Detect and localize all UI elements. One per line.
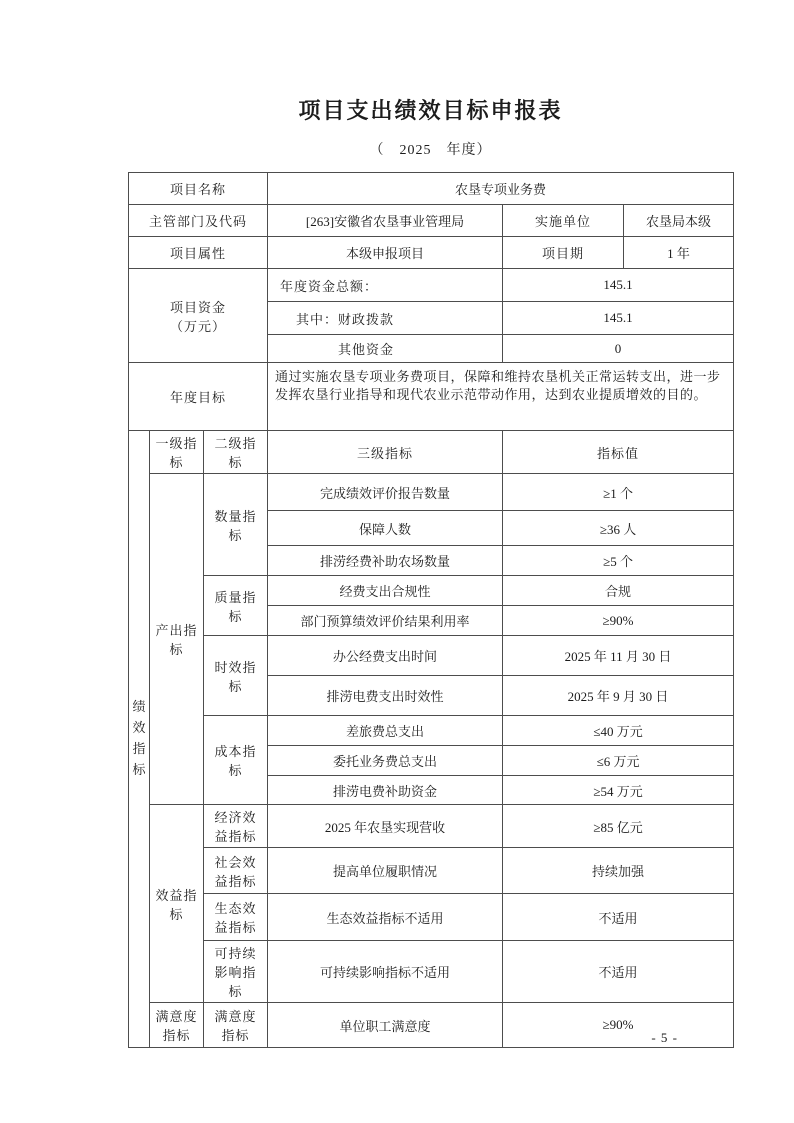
row-annual-goal — [129, 363, 734, 431]
header-level3: 三级指标 — [268, 431, 503, 474]
header-value: 指标值 — [503, 431, 734, 474]
performance-indicator-side-label: 绩效指标 — [129, 431, 150, 1048]
indicator-row — [129, 894, 734, 941]
indicator-row — [129, 1003, 734, 1048]
period-value: 1 年 — [624, 237, 734, 269]
level3-indicator: 经费支出合规性 — [268, 576, 503, 606]
level2-quality: 质量指标 — [204, 576, 268, 636]
goal-label: 年度目标 — [129, 363, 268, 431]
indicator-row — [129, 848, 734, 894]
level2-quantity: 数量指标 — [204, 474, 268, 576]
indicator-value: ≥90% — [503, 1003, 734, 1048]
level3-indicator: 生态效益指标不适用 — [268, 894, 503, 941]
level2-satisfaction: 满意度指标 — [204, 1003, 268, 1048]
period-label: 项目期 — [503, 237, 624, 269]
level1-benefit: 效益指标 — [150, 805, 204, 1003]
indicator-row — [129, 636, 734, 676]
level3-indicator: 可持续影响指标不适用 — [268, 941, 503, 1003]
funding-total-label: 年度资金总额： — [268, 269, 503, 302]
funding-label — [129, 269, 268, 363]
goal-text: 通过实施农垦专项业务费项目，保障和维持农垦机关正常运转支出，进一步发挥农垦行业指导和现代农业示范带动作用，达到农业提质增效的目的。 — [268, 363, 734, 431]
funding-other-label: 其他资金 — [268, 335, 503, 363]
indicator-value: 2025 年 11 月 30 日 — [503, 636, 734, 676]
level2-social: 社会效益指标 — [204, 848, 268, 894]
indicator-value: ≤6 万元 — [503, 746, 734, 776]
impl-unit-label: 实施单位 — [503, 205, 624, 237]
funding-label-line2: （万元） — [169, 318, 226, 334]
level3-indicator: 差旅费总支出 — [268, 716, 503, 746]
header-level1: 一级指标 — [150, 431, 204, 474]
row-project-name — [129, 173, 734, 205]
indicator-row — [129, 716, 734, 746]
indicator-value: ≤40 万元 — [503, 716, 734, 746]
row-attr — [129, 237, 734, 269]
attr-value: 本级申报项目 — [268, 237, 503, 269]
level2-ecological: 生态效益指标 — [204, 894, 268, 941]
indicator-value: 不适用 — [503, 941, 734, 1003]
indicator-value: ≥36 人 — [503, 511, 734, 546]
row-funding-total — [129, 269, 734, 302]
indicator-row — [129, 474, 734, 511]
level1-satisfaction: 满意度指标 — [150, 1003, 204, 1048]
row-indicator-header — [129, 431, 734, 474]
project-name-value: 农垦专项业务费 — [268, 173, 734, 205]
level3-indicator: 2025 年农垦实现营收 — [268, 805, 503, 848]
project-name-label: 项目名称 — [129, 173, 268, 205]
indicator-row — [129, 805, 734, 848]
header-level2: 二级指标 — [204, 431, 268, 474]
attr-label: 项目属性 — [129, 237, 268, 269]
funding-fiscal-value: 145.1 — [503, 302, 734, 335]
level3-indicator: 办公经费支出时间 — [268, 636, 503, 676]
level1-output: 产出指标 — [150, 474, 204, 805]
funding-total-value: 145.1 — [503, 269, 734, 302]
level2-economic: 经济效益指标 — [204, 805, 268, 848]
row-dept — [129, 205, 734, 237]
level3-indicator: 完成绩效评价报告数量 — [268, 474, 503, 511]
declaration-table — [128, 172, 734, 1048]
level2-cost: 成本指标 — [204, 716, 268, 805]
form-title: 项目支出绩效目标申报表 — [298, 98, 563, 123]
funding-label-line1: 项目资金 — [169, 299, 226, 315]
funding-fiscal-label: 其中：财政拨款 — [268, 302, 503, 335]
indicator-value: ≥54 万元 — [503, 776, 734, 805]
indicator-value: 持续加强 — [503, 848, 734, 894]
level2-timeliness: 时效指标 — [204, 636, 268, 716]
level3-indicator: 部门预算绩效评价结果利用率 — [268, 606, 503, 636]
level3-indicator: 排涝电费补助资金 — [268, 776, 503, 805]
impl-unit-value: 农垦局本级 — [624, 205, 734, 237]
indicator-value: ≥5 个 — [503, 546, 734, 576]
level3-indicator: 保障人数 — [268, 511, 503, 546]
form-year-line: （ 2025 年度） — [369, 143, 492, 158]
indicator-row — [129, 941, 734, 1003]
level3-indicator: 单位职工满意度 — [268, 1003, 503, 1048]
dept-value: [263]安徽省农垦事业管理局 — [268, 205, 503, 237]
indicator-value: ≥1 个 — [503, 474, 734, 511]
level3-indicator: 排涝电费支出时效性 — [268, 676, 503, 716]
indicator-value: ≥90% — [503, 606, 734, 636]
level2-sustainable: 可持续影响指标 — [204, 941, 268, 1003]
level3-indicator: 委托业务费总支出 — [268, 746, 503, 776]
level3-indicator: 提高单位履职情况 — [268, 848, 503, 894]
indicator-value: 2025 年 9 月 30 日 — [503, 676, 734, 716]
funding-other-value: 0 — [503, 335, 734, 363]
level3-indicator: 排涝经费补助农场数量 — [268, 546, 503, 576]
indicator-value: 不适用 — [503, 894, 734, 941]
page-number: - 5 - — [651, 1030, 678, 1045]
indicator-value: 合规 — [503, 576, 734, 606]
indicator-value: ≥85 亿元 — [503, 805, 734, 848]
dept-label: 主管部门及代码 — [129, 205, 268, 237]
indicator-row — [129, 576, 734, 606]
